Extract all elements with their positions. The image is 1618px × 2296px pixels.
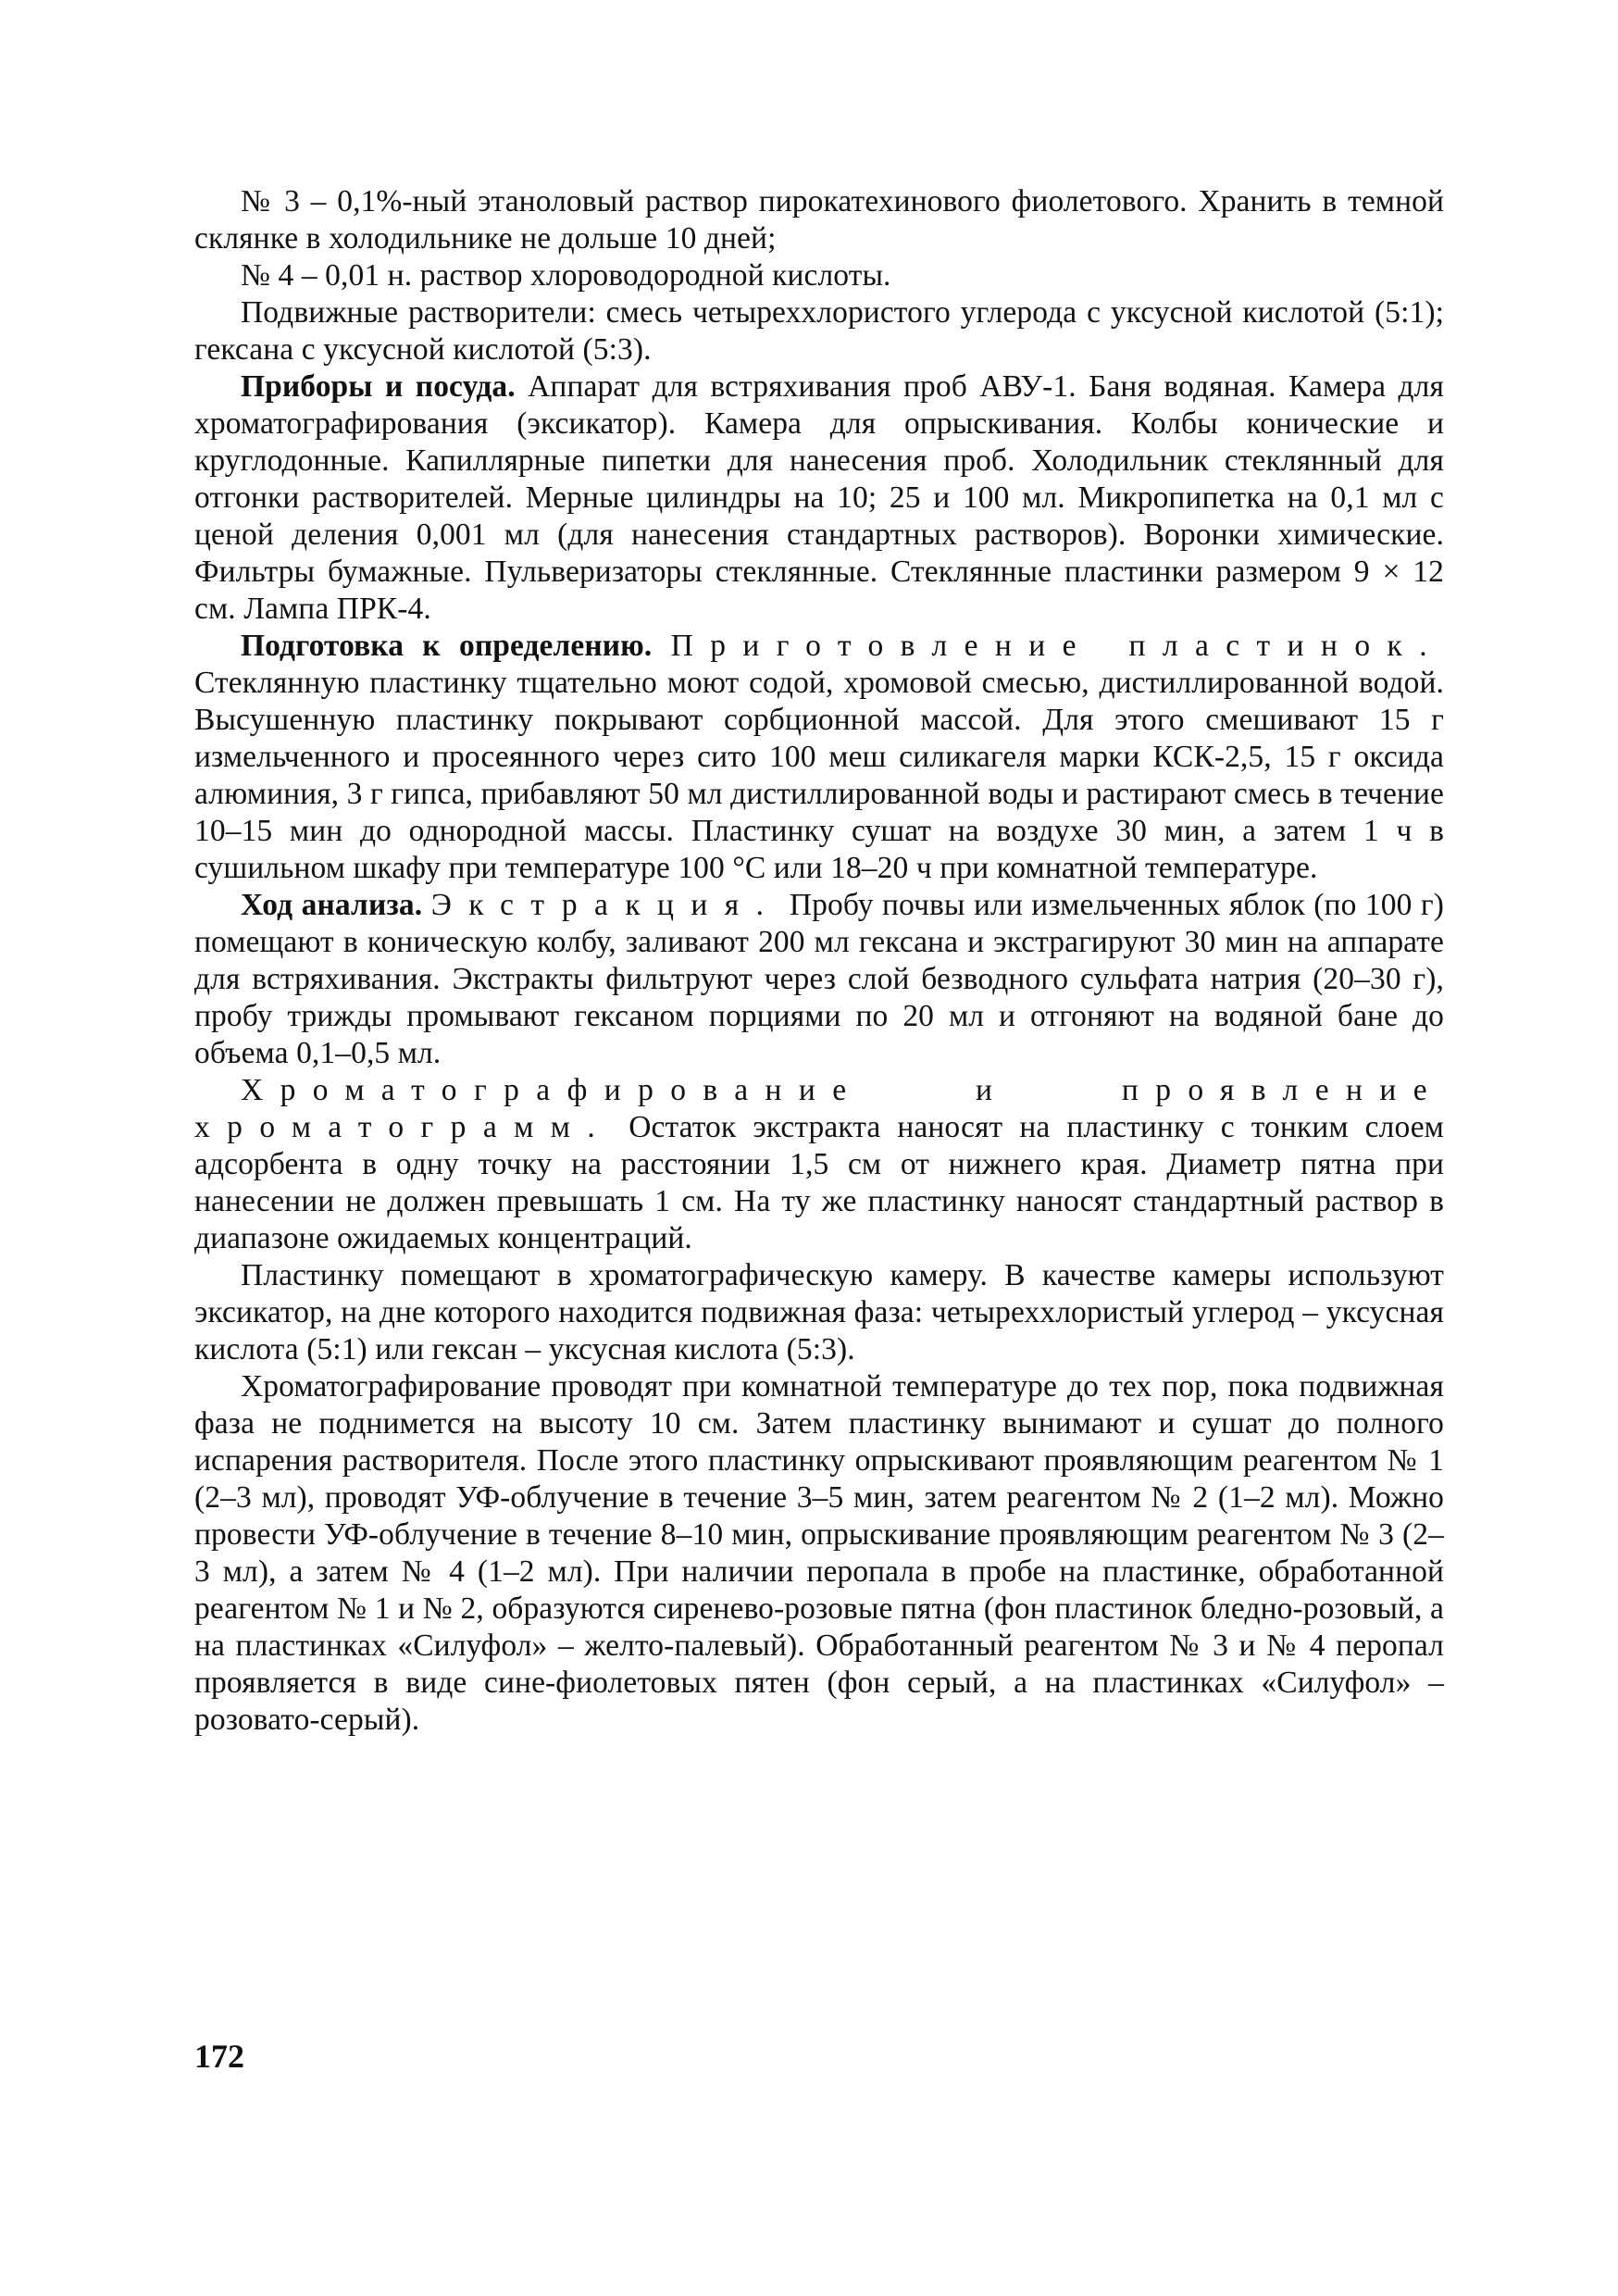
section-heading: Ход анализа.	[241, 888, 423, 922]
page-body	[194, 183, 1444, 1739]
section-heading: Приборы и посуда.	[241, 369, 516, 404]
paragraph-text: Пробу почвы или измельченных яблок (по 100 г) помещают в коническую колбу, заливают 200 мл гексана и экстрагируют 30 мин на аппарате для встряхивания. Экстракты фильтруют через слой безводного сульфата натрия (20–30 г), пробу трижды промывают гексаном порциями по 20 мл и отгоняют на водяной бане до объема 0,1–0,5 мл.	[194, 888, 1445, 1070]
paragraph-reagent-3	[194, 183, 1444, 257]
paragraph-preparation	[194, 628, 1444, 887]
spaced-subheading: Экстракция.	[430, 888, 781, 922]
paragraph-text: Стеклянную пластинку тщательно моют содой, хромовой смесью, дистиллированной водой. Высушенную пластинку покрывают сорбционной массой. Для этого смешивают 15 г измельченного и просеянного через сито 100 меш силикагеля марки КСК-2,5, 15 г оксида алюминия, 3 г гипса, прибавляют 50 мл дистиллированной воды и растирают смесь в течение 10–15 мин до однородной массы. Пластинку сушат на воздухе 30 мин, а затем 1 ч в сушильном шкафу при температуре 100 °С или 18–20 ч при комнатной температуре.	[194, 666, 1444, 885]
paragraph-reagent-4	[194, 257, 1444, 294]
paragraph-text: Пластинку помещают в хроматографическую камеру. В качестве камеры используют эксикатор, на дне которого находится подвижная фаза: четыреххлористый углерод – уксусная кислота (5:1) или гексан – уксусная кислота (5:3).	[194, 1258, 1444, 1366]
paragraph-chromatography	[194, 1072, 1444, 1257]
paragraph-analysis	[194, 887, 1444, 1072]
spaced-subheading: Приготовление пластинок.	[670, 629, 1445, 663]
paragraph-mobile-solvents	[194, 294, 1444, 368]
paragraph-text: Хроматографирование проводят при комнатной температуре до тех пор, пока подвижная фаза не поднимется на высоту 10 см. Затем пластинку вынимают и сушат до полного испарения растворителя. После этого пластинку опрыскивают проявляющим реагентом № 1 (2–3 мл), проводят УФ-облучение в течение 3–5 мин, затем реагентом № 2 (1–2 мл). Можно провести УФ-облучение в течение 8–10 мин, опрыскивание проявляющим реагентом № 3 (2–3 мл), а затем № 4 (1–2 мл). При наличии перопала в пробе на пластинке, обработанной реагентом № 1 и № 2, образуются сиренево-розовые пятна (фон пластинок бледно-розовый, а на пластинках «Силуфол» – желто-палевый). Обработанный реагентом № 3 и № 4 перопал проявляется в виде сине-фиолетовых пятен (фон серый, а на пластинках «Силуфол» – розовато-серый).	[194, 1369, 1444, 1737]
paragraph-text: Остаток экстракта наносят на пластинку с тонким слоем адсорбента в одну точку на расстоянии 1,5 см от нижнего края. Диаметр пятна при нанесении не должен превышать 1 см. На ту же пластинку наносят стандартный раствор в диапазоне ожидаемых концентраций.	[194, 1110, 1444, 1255]
page-number: 172	[194, 2038, 244, 2075]
paragraph-equipment	[194, 368, 1444, 628]
section-heading: Подготовка к определению.	[241, 629, 653, 663]
paragraph-text: № 4 – 0,01 н. раствор хлороводородной кислоты.	[241, 258, 891, 293]
paragraph-chamber	[194, 1257, 1444, 1368]
paragraph-text: № 3 – 0,1%-ный этаноловый раствор пирокатехинового фиолетового. Хранить в темной склянке в холодильнике не дольше 10 дней;	[194, 184, 1444, 256]
paragraph-text: Подвижные растворители: смесь четыреххлористого углерода с уксусной кислотой (5:1); гексана с уксусной кислотой (5:3).	[194, 295, 1444, 367]
paragraph-development	[194, 1368, 1444, 1739]
paragraph-text: Аппарат для встряхивания проб АВУ-1. Баня водяная. Камера для хроматографирования (эксикатор). Камера для опрыскивания. Колбы конические и круглодонные. Капиллярные пипетки для нанесения проб. Холодильник стеклянный для отгонки растворителей. Мерные цилиндры на 10; 25 и 100 мл. Микропипетка на 0,1 мл с ценой деления 0,001 мл (для нанесения стандартных растворов). Воронки химические. Фильтры бумажные. Пульверизаторы стеклянные. Стеклянные пластинки размером 9 × 12 см. Лампа ПРК-4.	[194, 369, 1444, 626]
spaced-subheading: Хроматографирование и проявление хроматограмм.	[194, 1073, 1444, 1144]
